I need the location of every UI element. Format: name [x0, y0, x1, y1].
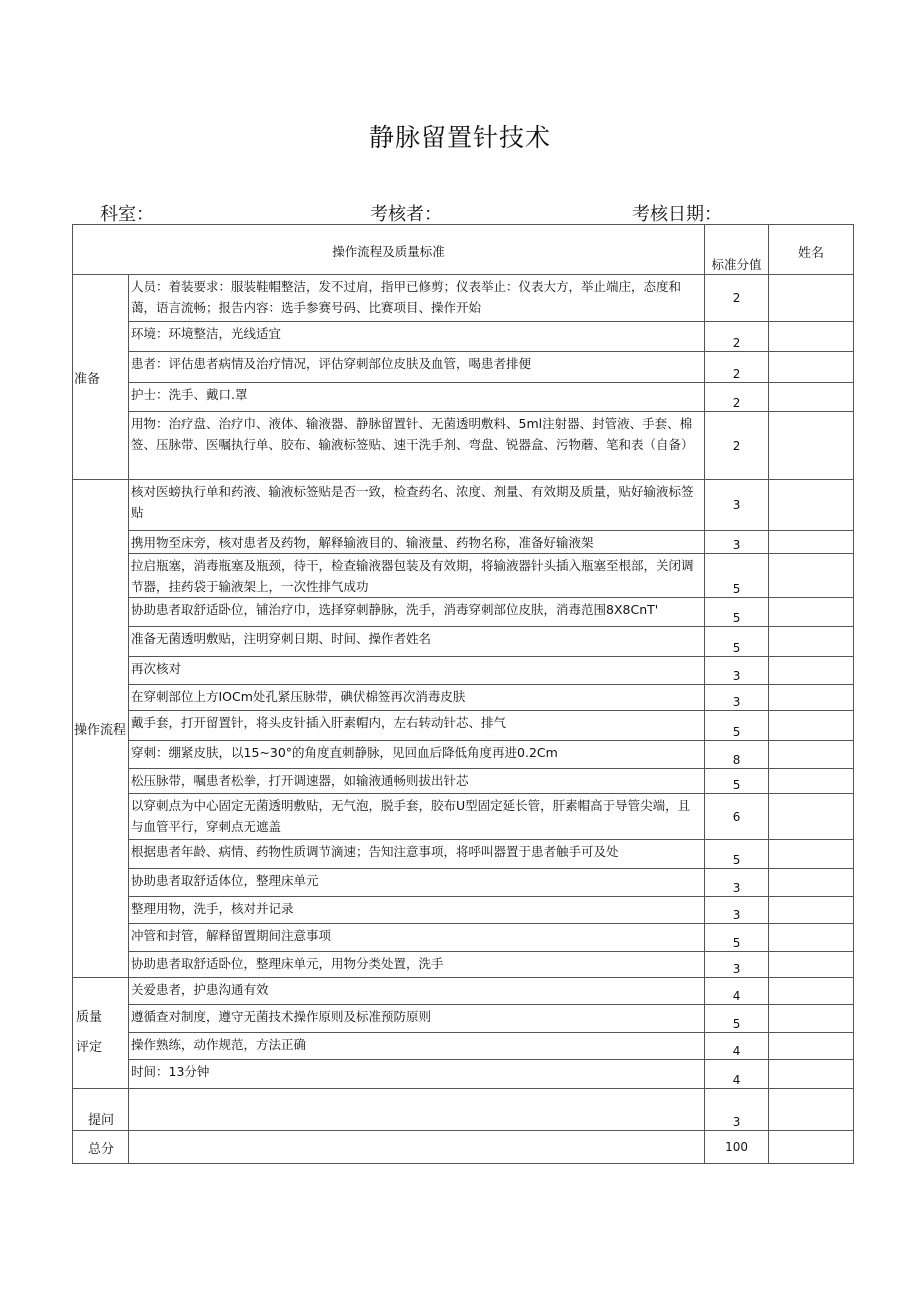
name-score-cell[interactable]	[769, 1089, 854, 1131]
name-score-cell[interactable]	[769, 554, 854, 598]
proc-item-text: 携用物至床旁，核对患者及药物，解释输液目的、输液量、药物名称，准备好输液架	[129, 531, 705, 554]
name-score-cell[interactable]	[769, 531, 854, 554]
name-score-cell[interactable]	[769, 685, 854, 711]
proc-item-text: 拉启瓶塞，消毒瓶塞及瓶颈，待干，检查输液器包装及有效期，将输液器针头插入瓶塞至根部，关闭调节器，挂药袋于输液架上，一次性排气成功	[129, 554, 705, 598]
proc-item-score: 3	[705, 531, 769, 554]
prep-item-score: 2	[705, 352, 769, 383]
proc-row	[73, 627, 854, 657]
prep-item-score: 2	[705, 322, 769, 352]
prep-item-text: 人员：着装要求：服装鞋帽整洁，发不过肩，指甲已修剪；仪表举止：仪表大方，举止端庄，态度和蔼，语言流畅；报告内容：选手参赛号码、比赛项目、操作开始	[129, 275, 705, 322]
quality-item-score: 4	[705, 1060, 769, 1089]
proc-row	[73, 685, 854, 711]
quality-item-score: 5	[705, 1005, 769, 1033]
exam-date-label: 考核日期：	[632, 204, 722, 225]
proc-row	[73, 480, 854, 531]
proc-row	[73, 598, 854, 627]
proc-item-score: 5	[705, 924, 769, 952]
proc-item-score: 3	[705, 685, 769, 711]
quality-category-line2: 评定	[76, 1040, 103, 1055]
name-score-cell[interactable]	[769, 352, 854, 383]
prep-row	[73, 352, 854, 383]
department-label: 科室：	[100, 204, 154, 225]
prep-category: 准备	[73, 275, 129, 480]
quality-item-score: 4	[705, 1033, 769, 1060]
name-score-cell[interactable]	[769, 869, 854, 897]
proc-row	[73, 657, 854, 685]
header-score: 标准分值	[705, 225, 769, 275]
quality-row	[73, 978, 854, 1005]
proc-row	[73, 741, 854, 769]
name-score-cell[interactable]	[769, 1005, 854, 1033]
proc-item-text: 整理用物，洗手，核对并记录	[129, 897, 705, 924]
header-standard: 操作流程及质量标准	[73, 225, 705, 275]
proc-item-score: 3	[705, 869, 769, 897]
quality-row	[73, 1033, 854, 1060]
proc-item-score: 3	[705, 480, 769, 531]
prep-row	[73, 412, 854, 480]
question-row	[73, 1089, 854, 1131]
prep-item-score: 2	[705, 275, 769, 322]
proc-item-score: 6	[705, 794, 769, 840]
prep-item-text: 患者：评估患者病情及治疗情况，评估穿刺部位皮肤及血管，喝患者排便	[129, 352, 705, 383]
proc-row	[73, 897, 854, 924]
name-score-cell[interactable]	[769, 952, 854, 978]
proc-item-text: 核对医螃执行单和药液、输液标签贴是否一致，检查药名、浓度、剂量、有效期及质量，贴好输液标签贴	[129, 480, 705, 531]
name-score-cell[interactable]	[769, 711, 854, 741]
proc-row	[73, 554, 854, 598]
name-score-cell[interactable]	[769, 978, 854, 1005]
examiner-label: 考核者：	[370, 204, 442, 225]
name-score-cell[interactable]	[769, 1131, 854, 1164]
proc-item-text: 协助患者取舒适卧位，铺治疗巾，选择穿刺静脉，洗手，消毒穿刺部位皮肤，消毒范围8X8CnT'	[129, 598, 705, 627]
proc-item-score: 5	[705, 711, 769, 741]
proc-item-text: 以穿刺点为中心固定无菌透明敷贴，无气泡，脱手套，胶布U型固定延长管，肝素帽高于导管尖端，且与血管平行，穿刺点无遮盖	[129, 794, 705, 840]
proc-item-text: 冲管和封管，解释留置期间注意事项	[129, 924, 705, 952]
proc-row	[73, 924, 854, 952]
proc-item-score: 3	[705, 657, 769, 685]
name-score-cell[interactable]	[769, 1033, 854, 1060]
proc-item-score: 5	[705, 598, 769, 627]
prep-item-score: 2	[705, 383, 769, 412]
proc-item-score: 5	[705, 769, 769, 794]
name-score-cell[interactable]	[769, 840, 854, 869]
proc-row	[73, 840, 854, 869]
proc-category: 操作流程	[73, 480, 129, 978]
proc-row	[73, 711, 854, 741]
name-score-cell[interactable]	[769, 657, 854, 685]
question-score: 3	[705, 1089, 769, 1131]
name-score-cell[interactable]	[769, 769, 854, 794]
name-score-cell[interactable]	[769, 480, 854, 531]
proc-item-score: 5	[705, 554, 769, 598]
total-text	[129, 1131, 705, 1164]
question-text	[129, 1089, 705, 1131]
proc-item-score: 8	[705, 741, 769, 769]
name-score-cell[interactable]	[769, 322, 854, 352]
proc-item-score: 3	[705, 952, 769, 978]
name-score-cell[interactable]	[769, 412, 854, 480]
total-score: 100	[705, 1131, 769, 1164]
prep-item-text: 用物：治疗盘、治疗巾、液体、输液器、静脉留置针、无菌透明敷料、5ml注射器、封管液、手套、棉签、压脉带、医嘱执行单、胶布、输液标签贴、速干洗手剂、弯盘、锐器盒、污物蘑、笔和表（自备）	[129, 412, 705, 480]
name-score-cell[interactable]	[769, 627, 854, 657]
name-score-cell[interactable]	[769, 794, 854, 840]
proc-row	[73, 869, 854, 897]
proc-row	[73, 769, 854, 794]
quality-category	[73, 978, 129, 1089]
quality-item-text: 操作熟练，动作规范，方法正确	[129, 1033, 705, 1060]
proc-row	[73, 952, 854, 978]
total-category: 总分	[73, 1131, 129, 1164]
proc-item-text: 根据患者年龄、病情、药物性质调节滴速；告知注意事项，将呼叫器置于患者触手可及处	[129, 840, 705, 869]
name-score-cell[interactable]	[769, 741, 854, 769]
name-score-cell[interactable]	[769, 275, 854, 322]
proc-row	[73, 794, 854, 840]
prep-item-text: 护士：洗手、戴口.罩	[129, 383, 705, 412]
quality-item-text: 关爱患者，护患沟通有效	[129, 978, 705, 1005]
quality-item-text: 时间：13分钟	[129, 1060, 705, 1089]
proc-item-score: 5	[705, 627, 769, 657]
prep-row	[73, 275, 854, 322]
proc-row	[73, 531, 854, 554]
page-title: 静脉留置针技术	[368, 123, 551, 152]
quality-row	[73, 1005, 854, 1033]
proc-item-text: 戴手套，打开留置针，将头皮针插入肝素帽内，左右转动针芯、排气	[129, 711, 705, 741]
proc-item-score: 3	[705, 897, 769, 924]
name-score-cell[interactable]	[769, 598, 854, 627]
proc-item-text: 准备无菌透明敷贴，注明穿刺日期、时间、操作者姓名	[129, 627, 705, 657]
total-row	[73, 1131, 854, 1164]
name-score-cell[interactable]	[769, 897, 854, 924]
header-row	[73, 225, 854, 275]
quality-row	[73, 1060, 854, 1089]
name-score-cell[interactable]	[769, 1060, 854, 1089]
proc-item-text: 协助患者取舒适卧位，整理床单元，用物分类处置，洗手	[129, 952, 705, 978]
name-score-cell[interactable]	[769, 383, 854, 412]
question-category: 提问	[73, 1089, 129, 1131]
proc-item-text: 协助患者取舒适体位，整理床单元	[129, 869, 705, 897]
quality-item-text: 遵循查对制度，遵守无菌技术操作原则及标准预防原则	[129, 1005, 705, 1033]
proc-item-text: 再次核对	[129, 657, 705, 685]
prep-row	[73, 322, 854, 352]
quality-category-line1: 质量	[76, 1010, 103, 1025]
proc-item-text: 松压脉带，嘱患者松拳，打开调速器，如输液通畅则拔出针芯	[129, 769, 705, 794]
name-score-cell[interactable]	[769, 924, 854, 952]
prep-item-score: 2	[705, 412, 769, 480]
assessment-table	[72, 224, 854, 1164]
proc-item-score: 5	[705, 840, 769, 869]
proc-item-text: 在穿刺部位上方IOCm处孔紧压脉带，碘伏棉签再次消毒皮肤	[129, 685, 705, 711]
prep-row	[73, 383, 854, 412]
prep-item-text: 环境：环境整洁，光线适宜	[129, 322, 705, 352]
proc-item-text: 穿刺：绷紧皮肤，以15~30°的角度直刺静脉，见回血后降低角度再进0.2Cm	[129, 741, 705, 769]
quality-item-score: 4	[705, 978, 769, 1005]
header-name: 姓名	[769, 225, 854, 275]
